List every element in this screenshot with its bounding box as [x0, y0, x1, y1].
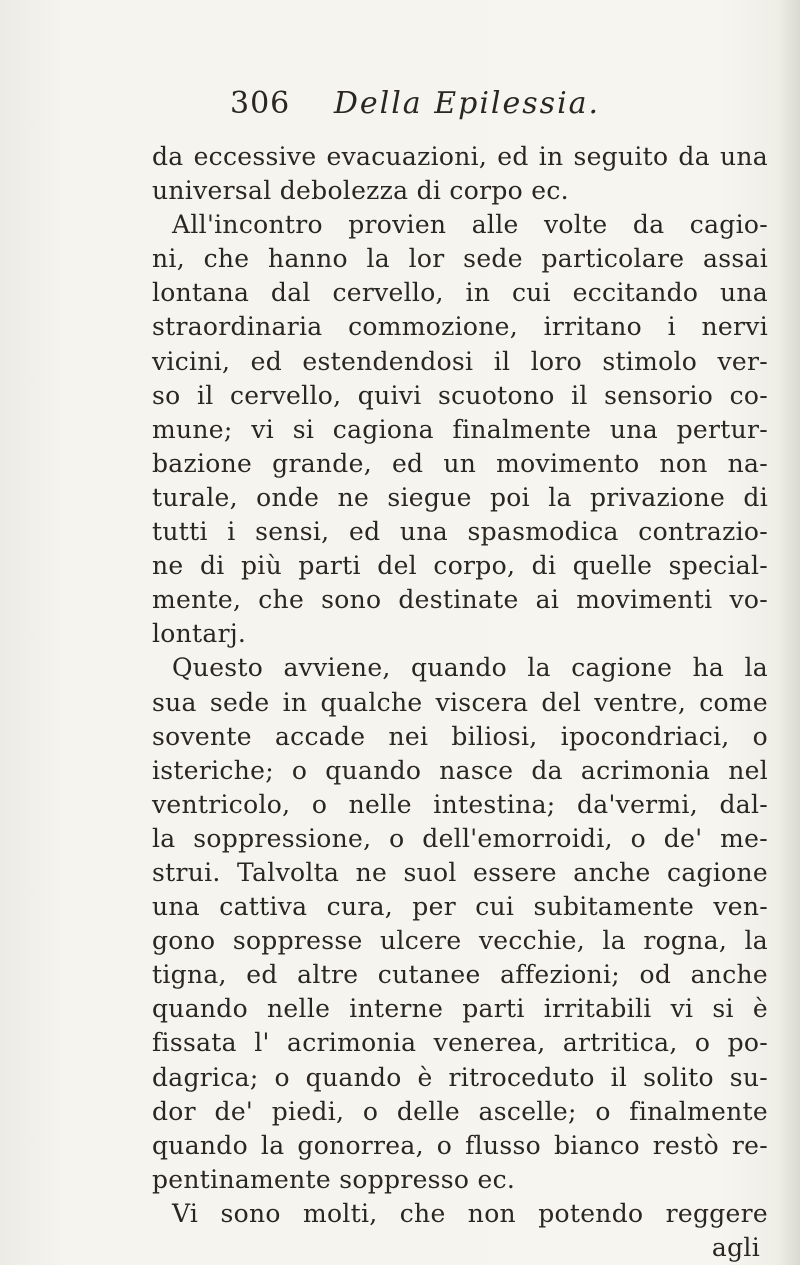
text-line: so il cervello, quivi scuotono il sensorio co- [152, 380, 768, 410]
text-line: tigna, ed altre cutanee affezioni; od anche [152, 960, 768, 990]
text-line: straordinaria commozione, irritano i nervi [152, 312, 768, 342]
text-line: ventricolo, o nelle intestina; da'vermi, dal- [152, 789, 768, 819]
text-line: Questo avviene, quando la cagione ha la [172, 653, 768, 683]
running-title: Della Epilessia. [333, 86, 601, 121]
page-header [230, 84, 750, 124]
text-line: vicini, ed estendendosi il loro stimolo ver- [152, 346, 768, 376]
page-edge-shadow [778, 0, 800, 1265]
text-line: mune; vi si cagiona finalmente una pertur- [152, 414, 768, 444]
text-line: ne di più parti del corpo, di quelle special- [152, 551, 768, 581]
text-line: quando nelle interne parti irritabili vi si è [152, 994, 768, 1024]
text-line: pentinamente soppresso ec. [152, 1164, 516, 1194]
text-line: dagrica; o quando è ritroceduto il solito su- [152, 1062, 768, 1092]
text-line: All'incontro provien alle volte da cagio- [172, 210, 768, 240]
text-line: turale, onde ne siegue poi la privazione di [152, 482, 768, 512]
body-text [152, 140, 768, 1265]
text-line: bazione grande, ed un movimento non na- [152, 448, 768, 478]
text-line: da eccessive evacuazioni, ed in seguito da una [152, 142, 768, 171]
text-line: quando la gonorrea, o flusso bianco restò re- [152, 1130, 768, 1160]
text-line: sovente accade nei biliosi, ipocondriaci, o [152, 721, 768, 751]
text-line: la soppressione, o dell'emorroidi, o de' me- [152, 823, 768, 853]
page-number: 306 [230, 86, 291, 121]
text-line: lontana dal cervello, in cui eccitando una [152, 278, 768, 308]
text-line: tutti i sensi, ed una spasmodica contrazio- [152, 517, 768, 547]
text-line: dor de' piedi, o delle ascelle; o finalmente [152, 1096, 768, 1126]
text-line: strui. Talvolta ne suol essere anche cagione [152, 857, 768, 887]
text-line: fissata l' acrimonia venerea, artritica, o po- [152, 1028, 768, 1058]
text-line: mente, che sono destinate ai movimenti vo- [152, 585, 768, 615]
text-line: una cattiva cura, per cui subitamente ven- [152, 892, 768, 922]
text-line: ni, che hanno la lor sede particolare assai [152, 244, 768, 274]
text-line: sua sede in qualche viscera del ventre, come [152, 687, 768, 717]
text-line: lontarj. [152, 619, 247, 649]
text-line: gono soppresse ulcere vecchie, la rogna, la [152, 926, 768, 956]
text-line: universal debolezza di corpo ec. [152, 176, 569, 206]
text-line: isteriche; o quando nasce da acrimonia nel [152, 755, 768, 785]
text-line: Vi sono molti, che non potendo reggere [172, 1198, 768, 1228]
catchword: agli [711, 1233, 760, 1262]
